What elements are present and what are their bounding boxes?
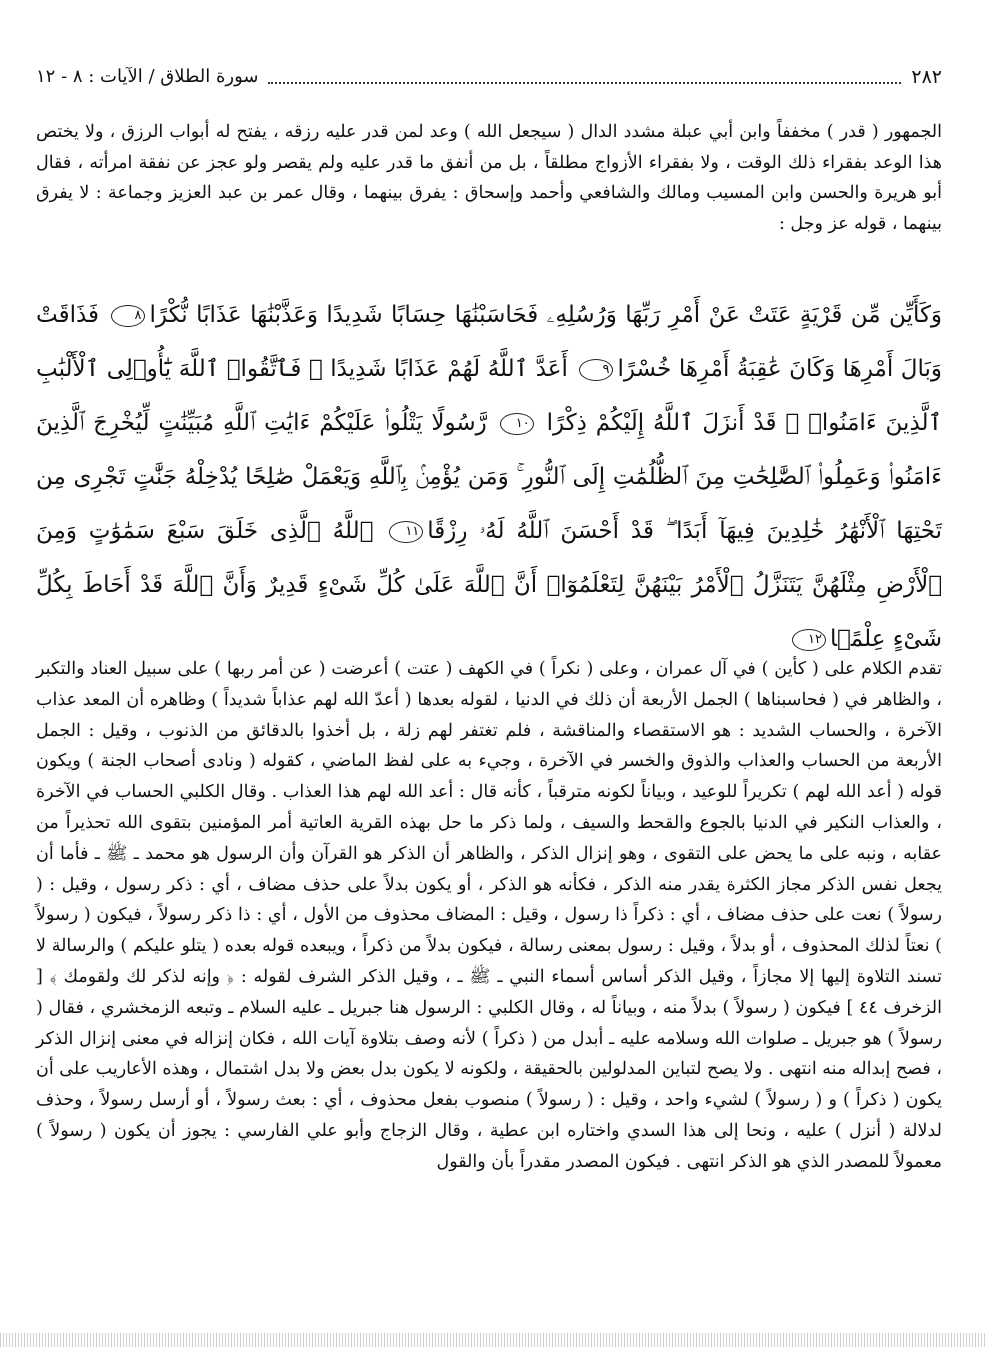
header-leader-dots <box>268 82 901 84</box>
ayah-marker-icon: ١٠ <box>500 413 534 435</box>
verse-9: فَذَاقَتْ وَبَالَ أَمْرِهَا وَكَانَ عَٰقِبَةُ أَمْرِهَا خُسْرًا <box>36 302 943 382</box>
verse-8: وَكَأَيِّن مِّن قَرْيَةٍ عَتَتْ عَنْ أَمْرِ رَبِّهَا وَرُسُلِهِۦ فَحَاسَبْنَٰهَا حِسَابًا شَدِيدًا وَعَذَّبْنَٰهَا عَذَابًا نُّكْرًا <box>149 302 943 328</box>
running-title: سورة الطلاق / الآيات : ٨ - ١٢ <box>36 66 259 87</box>
ayah-marker-icon: ٨ <box>111 305 145 327</box>
ayah-marker-icon: ٩ <box>579 359 613 381</box>
scan-edge-noise <box>0 1333 985 1347</box>
quran-verses <box>36 288 942 666</box>
verse-12: ٱللَّهُ ٱلَّذِى خَلَقَ سَبْعَ سَمَٰوَٰتٍ وَمِنَ ٱلْأَرْضِ مِثْلَهُنَّ يَتَنَزَّلُ ٱلْأَمْرُ بَيْنَهُنَّ لِتَعْلَمُوٓا۟ أَنَّ ٱللَّهَ عَلَىٰ كُلِّ شَىْءٍ قَدِيرٌ وَأَنَّ ٱللَّهَ قَدْ أَحَاطَ بِكُلِّ شَىْءٍ عِلْمًۢا <box>36 518 942 652</box>
ayah-marker-icon: ١٢ <box>792 629 826 651</box>
intro-paragraph: الجمهور ( قدر ) مخففاً وابن أبي عبلة مشدد الدال ( سيجعل الله ) وعد لمن قدر عليه رزقه ، يفتح له أبواب الرزق ، ولا يختص هذا الوعد بفقراء ذلك الوقت ، ولا بفقراء الأزواج مطلقاً ، بل من أنفق ما قدر عليه ولم يقصر ولو عجز عن نفقة امرأته ، فقال أبو هريرة والحسن وابن المسيب ومالك والشافعي وأحمد وإسحاق : يفرق بينهما ، وقال عمر بن عبد العزيز وجماعة : لا يفرق بينهما ، قوله عز وجل : <box>36 122 942 234</box>
ayah-marker-icon: ١١ <box>389 521 423 543</box>
tafsir-paragraph: تقدم الكلام على ( كأين ) في آل عمران ، وعلى ( نكراً ) في الكهف ( عتت ) أعرضت ( عن أمر ربها ) على سبيل العناد والتكبر ، والظاهر في ( فحاسبناها ) الجمل الأربعة أن ذلك في الدنيا ، لقوله بعدها ( أعدّ الله لهم عذاباً شديداً ) وظاهره أن المعد عذاب الآخرة ، والحساب الشديد : هو الاستقصاء والمناقشة ، فلم تغتفر لهم زلة ، بل أخذوا بالدقائق من الذنوب ، وقيل : الجمل الأربعة من الحساب والعذاب والذوق والخسر في الآخرة ، وجيء به على لفظ الماضي ، كقوله ( ونادى أصحاب الجنة ) ويكون قوله ( أعد الله لهم ) تكريراً للوعيد ، وبياناً لكونه مترقباً ، كأنه قال : أعد الله لهم هذا العذاب . وقال الكلبي الحساب في الآخرة ، والعذاب النكير في الدنيا بالجوع والقحط والسيف ، ولما ذكر ما حل بهذه القرية العاتية أمر المؤمنين بتقوى الله تحذيراً من عقابه ، ونبه على ما يحض على التقوى ، وهو إنزال الذكر ، والظاهر أن الذكر هو القرآن وأن الرسول هو محمد ـ ﷺ ـ فأما أن يجعل نفس الذكر مجاز الكثرة يقدر منه الذكر ، فكأنه هو الذكر ، أو يكون بدلاً على حذف مضاف ، أي : ذكر رسول ، وقيل : ( رسولاً ) نعت على حذف مضاف ، أي : ذكراً ذا رسول ، وقيل : المضاف محذوف من الأول ، أي : ذا ذكر رسولاً ، فيكون ( رسولاً ) نعتاً لذلك المحذوف ، أو بدلاً ، وقيل : رسول بمعنى رسالة ، فيكون بدلاً من ذكراً ، ويبعده قوله بعده ( يتلو عليكم ) والرسالة لا تسند التلاوة إليها إلا مجازاً ، وقيل الذكر أساس أسماء النبي ـ ﷺ ـ ، وقيل الذكر الشرف لقوله : ﴿ وإنه لذكر لك ولقومك ﴾ [ الزخرف ٤٤ ] فيكون ( رسولاً ) بدلاً منه ، وبياناً له ، وقال الكلبي : الرسول هنا جبريل ـ عليه السلام ـ وتبعه الزمخشري ، فقال ( رسولاً ) هو جبريل ـ صلوات الله وسلامه عليه ـ أبدل من ( ذكراً ) لأنه وصف بتلاوة آيات الله ، فكان إنزاله في معنى إنزال الذكر ، فصح إبداله منه انتهى . ولا يصح لتباين المدلولين بالحقيقة ، ولكونه لا يكون بدل بعض ولا بدل اشتمال ، وهذه الأعاريب على أن يكون ( ذكراً ) و ( رسولاً ) لشيء واحد ، وقيل : ( رسولاً ) منصوب بفعل محذوف ، أي : بعث رسولاً ، أو أرسل رسولاً ، وحذف لدلالة ( أنزل ) عليه ، ونحا إلى هذا السدي واختاره ابن عطية ، وقال الزجاج وأبو علي الفارسي : يجوز أن يكون ( رسولاً ) معمولاً للمصدر الذي هو الذكر انتهى . فيكون المصدر مقدراً بأن والقول <box>36 659 942 1172</box>
running-header <box>36 62 942 92</box>
verse-10: أَعَدَّ ٱللَّهُ لَهُمْ عَذَابًا شَدِيدًا ۖ فَٱتَّقُوا۟ ٱللَّهَ يَٰٓأُو۟لِى ٱلْأَلْبَٰبِ ٱلَّذِينَ ءَامَنُوا۟ ۚ قَدْ أَنزَلَ ٱللَّهُ إِلَيْكُمْ ذِكْرًا <box>36 356 942 436</box>
page-number: ٢٨٢ <box>911 66 942 88</box>
verse-11: رَّسُولًا يَتْلُوا۟ عَلَيْكُمْ ءَايَٰتِ ٱللَّهِ مُبَيِّنَٰتٍ لِّيُخْرِجَ ٱلَّذِينَ ءَامَنُوا۟ وَعَمِلُوا۟ ٱلصَّٰلِحَٰتِ مِنَ ٱلظُّلُمَٰتِ إِلَى ٱلنُّورِ ۚ وَمَن يُؤْمِنۢ بِٱللَّهِ وَيَعْمَلْ صَٰلِحًا يُدْخِلْهُ جَنَّٰتٍ تَجْرِى مِن تَحْتِهَا ٱلْأَنْهَٰرُ خَٰلِدِينَ فِيهَآ أَبَدًا ۖ قَدْ أَحْسَنَ ٱللَّهُ لَهُۥ رِزْقًا <box>36 410 943 544</box>
